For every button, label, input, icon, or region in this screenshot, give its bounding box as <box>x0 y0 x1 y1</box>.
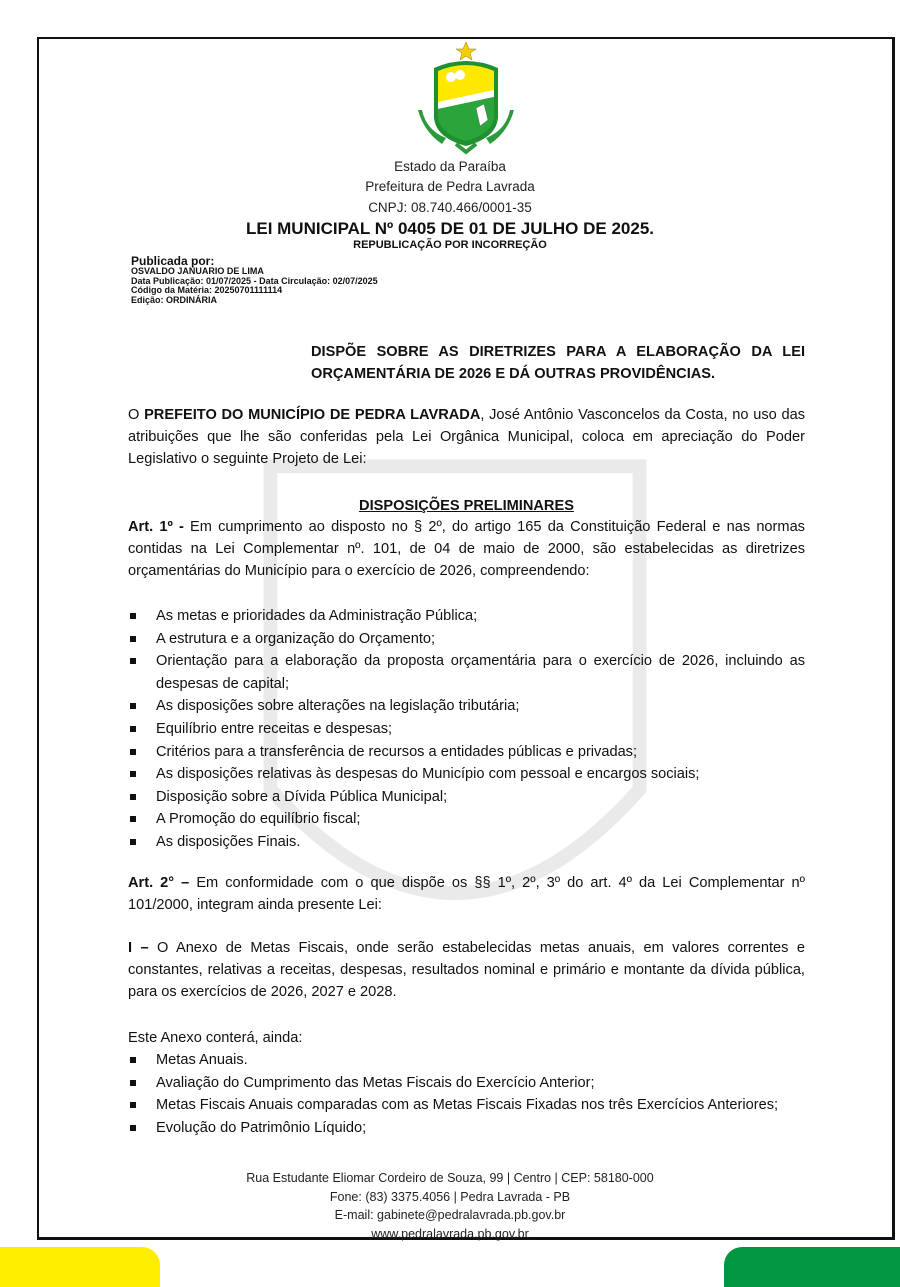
section-title: DISPOSIÇÕES PRELIMINARES <box>359 498 574 514</box>
list-item: Evolução do Patrimônio Líquido; <box>128 1117 805 1140</box>
intro-paragraph <box>128 404 805 470</box>
cnpj: CNPJ: 08.740.466/0001-35 <box>368 200 532 215</box>
footer-website[interactable]: www.pedralavrada.pb.gov.br <box>371 1226 529 1241</box>
article-text: Em cumprimento ao disposto no § 2º, do artigo 165 da Constituição Federal e nas normas contidas na Lei Complementar nº. 101, de 04 de maio de 2000, são estabelecidas as diretrizes orçamentárias do Município para o exercício de 2026, compreendendo: <box>128 519 805 579</box>
annex-intro: Este Anexo conterá, ainda: <box>128 1030 303 1046</box>
intro-bold: PREFEITO DO MUNICÍPIO DE PEDRA LAVRADA <box>144 407 481 423</box>
published-by-label: Publicada por: <box>131 254 215 268</box>
state-name: Estado da Paraíba <box>394 159 506 174</box>
coat-of-arms-logo <box>416 40 516 155</box>
list-item: Equilíbrio entre receitas e despesas; <box>128 718 805 741</box>
edition: Edição: ORDINÁRIA <box>131 294 218 305</box>
list-item: A Promoção do equilíbrio fiscal; <box>128 808 805 831</box>
publication-info <box>131 255 378 305</box>
list-item: Metas Anuais. <box>128 1049 805 1072</box>
intro-lead: O <box>128 407 145 423</box>
article-label: Art. 1º - <box>128 519 184 535</box>
list-item: Critérios para a transferência de recursos a entidades públicas e privadas; <box>128 741 805 764</box>
article-2 <box>128 872 805 916</box>
article-1 <box>128 516 805 582</box>
inciso-1 <box>128 937 805 1003</box>
footer-email[interactable]: E-mail: gabinete@pedralavrada.pb.gov.br <box>334 1208 566 1222</box>
matter-code: Código da Matéria: 20250701111114 <box>131 285 283 295</box>
list-item: Disposição sobre a Dívida Pública Municipal; <box>128 786 805 809</box>
inciso-text: O Anexo de Metas Fiscais, onde serão estabelecidas metas anuais, em valores correntes e constantes, relativas a receitas, despesas, resultados nominal e primário e montante da dívida pública, para os exercícios de 2026, 2027 e 2028. <box>128 940 805 1000</box>
article-label: Art. 2° – <box>128 875 190 891</box>
list-item: Avaliação do Cumprimento das Metas Fiscais do Exercício Anterior; <box>128 1072 805 1095</box>
list-item: As metas e prioridades da Administração Pública; <box>128 605 805 628</box>
annex-list <box>128 1049 805 1139</box>
article-text: Em conformidade com o que dispõe os §§ 1º, 2º, 3º do art. 4º da Lei Complementar nº 101/2000, integram ainda presente Lei: <box>128 875 806 913</box>
publication-dates: Data Publicação: 01/07/2025 - Data Circulação: 02/07/2025 <box>131 275 378 286</box>
prefeitura-name: Prefeitura de Pedra Lavrada <box>365 179 535 194</box>
footer <box>0 1169 900 1243</box>
list-item: A estrutura e a organização do Orçamento; <box>128 628 805 651</box>
list-item: As disposições Finais. <box>128 831 805 854</box>
republication-note: REPUBLICAÇÃO POR INCORREÇÃO <box>353 239 547 251</box>
list-item: Metas Fiscais Anuais comparadas com as Metas Fiscais Fixadas nos três Exercícios Anteriores; <box>128 1094 805 1117</box>
green-footer-bar <box>724 1247 900 1287</box>
law-title: LEI MUNICIPAL Nº 0405 DE 01 DE JULHO DE 2025. <box>245 219 655 238</box>
intro-text: , José Antônio Vasconcelos da Costa, no uso das atribuições que lhe são conferidas pela Lei Orgânica Municipal, coloca em apreciação do Poder Legislativo o seguinte Projeto de Lei: <box>128 407 806 467</box>
list-item: Orientação para a elaboração da proposta orçamentária para o exercício de 2026, incluindo as despesas de capital; <box>128 650 805 695</box>
list-item: As disposições relativas às despesas do Município com pessoal e encargos sociais; <box>128 763 805 786</box>
footer-address: Rua Estudante Eliomar Cordeiro de Souza, 99 | Centro | CEP: 58180-000 <box>246 1171 654 1185</box>
list-item: As disposições sobre alterações na legislação tributária; <box>128 695 805 718</box>
publisher-name: OSVALDO JANUARIO DE LIMA <box>131 266 264 276</box>
inciso-label: I – <box>128 940 149 956</box>
yellow-footer-bar <box>0 1247 160 1287</box>
footer-phone: Fone: (83) 3375.4056 | Pedra Lavrada - PB <box>329 1189 571 1204</box>
ementa: DISPÕE SOBRE AS DIRETRIZES PARA A ELABORAÇÃO DA LEI ORÇAMENTÁRIA DE 2026 E DÁ OUTRAS PROVIDÊNCIAS. <box>311 344 805 382</box>
article-1-list <box>128 605 805 854</box>
